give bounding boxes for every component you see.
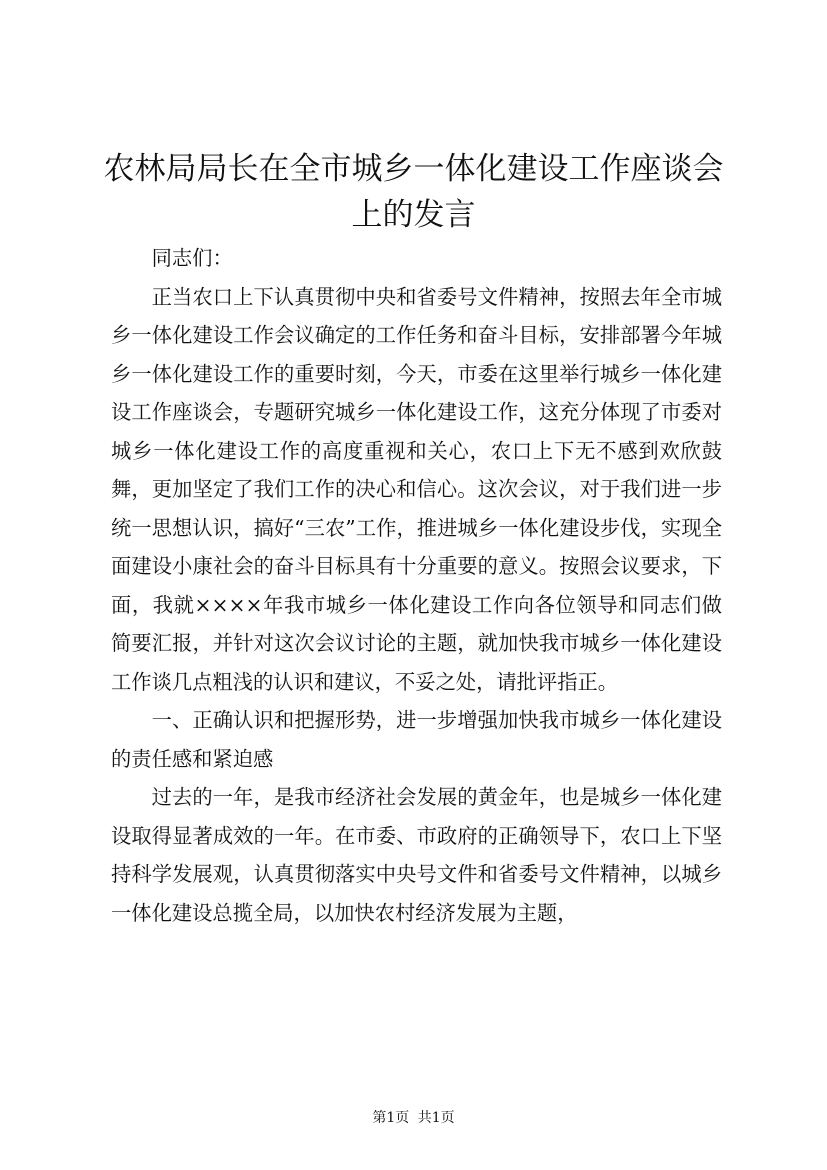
paragraph-opening: 正当农口上下认真贯彻中央和省委号文件精神，按照去年全市城乡一体化建设工作会议确定的工作任务和奋斗目标，安排部署今年城乡一体化建设工作的重要时刻，今天，市委在这里举行城乡一体化建设工作座谈会，专题研究城乡一体化建设工作，这充分体现了市委对城乡一体化建设工作的高度重视和关心，农口上下无不感到欢欣鼓舞，更加坚定了我们工作的决心和信心。这次会议，对于我们进一步统一思想认识，搞好“三农”工作，推进城乡一体化建设步伐，实现全面建设小康社会的奋斗目标具有十分重要的意义。按照会议要求，下面，我就××××年我市城乡一体化建设工作向各位领导和同志们做简要汇报，并针对这次会议讨论的主题，就加快我市城乡一体化建设工作谈几点粗浅的认识和建议，不妥之处，请批评指正。 [111,284,722,694]
document-title: 农林局局长在全市城乡一体化建设工作座谈会上的发言 [103,151,724,233]
paragraph-greeting: 同志们： [151,246,233,270]
page-total: 共1页 [417,1110,455,1126]
page-number: 第1页 [372,1110,410,1126]
page-footer [0,1108,827,1128]
paragraph-review: 过去的一年，是我市经济社会发展的黄金年，也是城乡一体化建设取得显著成效的一年。在市委、市政府的正确领导下，农口上下坚持科学发展观，认真贯彻落实中央号文件和省委号文件精神，以城乡一体化建设总揽全局，以加快农村经济发展为主题， [111,785,722,925]
section-heading-1: 一、正确认识和把握形势，进一步增强加快我市城乡一体化建设的责任感和紧迫感 [111,708,722,771]
document-body [111,239,722,932]
